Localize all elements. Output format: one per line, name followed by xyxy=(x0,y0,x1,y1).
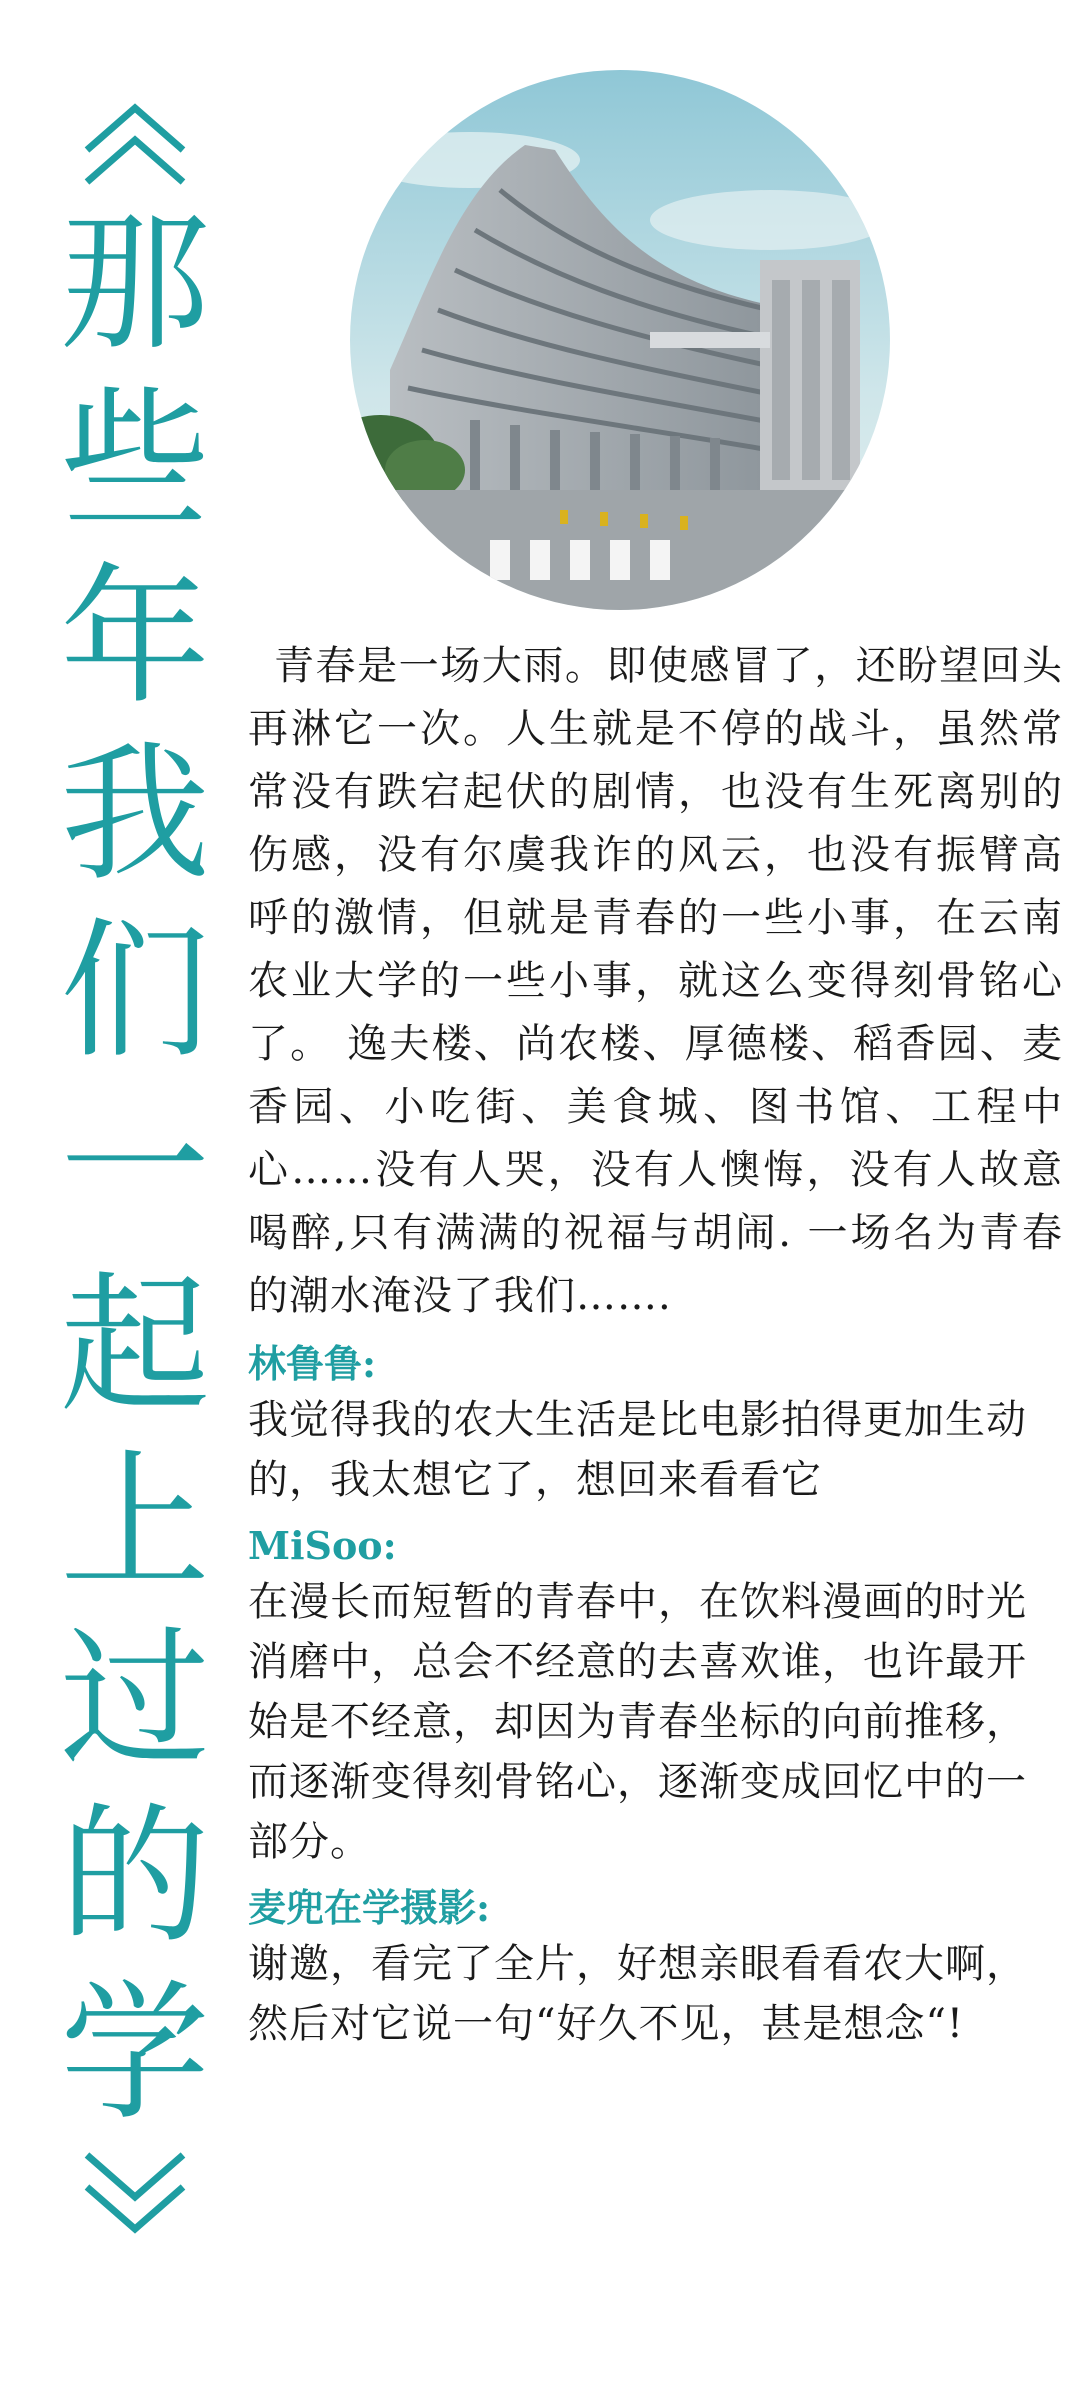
title-char: 我 xyxy=(59,728,210,902)
building-illustration xyxy=(350,70,890,610)
double-chevron-down-icon xyxy=(75,2147,195,2237)
comment-author: 麦兜在学摄影: xyxy=(248,1885,491,1930)
comment-author: 林鲁鲁: xyxy=(248,1341,377,1386)
title-char: 起 xyxy=(59,1259,210,1433)
title-char: 年 xyxy=(59,551,210,725)
comment-item xyxy=(248,1338,1063,1510)
vertical-title xyxy=(50,100,220,2360)
comment-item xyxy=(248,1882,1063,2054)
title-char: 学 xyxy=(59,1967,210,2141)
comment-text: 谢邀，看完了全片，好想亲眼看看农大啊，然后对它说一句“好久不见，甚是想念“! xyxy=(248,1941,1027,2047)
title-char: 一 xyxy=(59,1082,210,1256)
comment-author: MiSoo: xyxy=(248,1523,397,1568)
intro-paragraph: 青春是一场大雨。即使感冒了，还盼望回头再淋它一次。人生就是不停的战斗，虽然常常没有跌宕起伏的剧情，也没有生死离别的伤感，没有尔虞我诈的风云，也没有振臂高呼的激情，但就是青春的一些小事，在云南农业大学的一些小事，就这么变得刻骨铭心了。 逸夫楼、尚农楼、厚德楼、稻香园、麦香园、小吃街、美食城、图书馆、工程中心……没有人哭，没有人懊悔，没有人故意喝醉,只有满满的祝福与胡闹. 一场名为青春的潮水淹没了我们……. xyxy=(248,643,1063,1319)
comment-text: 在漫长而短暂的青春中，在饮料漫画的时光消磨中，总会不经意的去喜欢谁，也许最开始是不经意，却因为青春坐标的向前推移，而逐渐变得刻骨铭心，逐渐变成回忆中的一部分。 xyxy=(248,1579,1027,1865)
title-char: 那 xyxy=(59,197,210,371)
title-char: 上 xyxy=(59,1436,210,1610)
article-content xyxy=(248,635,1063,2054)
title-char: 的 xyxy=(59,1790,210,1964)
campus-building-photo xyxy=(350,70,890,610)
title-char: 过 xyxy=(59,1613,210,1787)
comment-text: 我觉得我的农大生活是比电影拍得更加生动的，我太想它了，想回来看看它 xyxy=(248,1397,1027,1503)
title-char: 们 xyxy=(59,905,210,1079)
double-chevron-up-icon xyxy=(75,100,195,190)
title-char: 些 xyxy=(59,374,210,548)
comment-item xyxy=(248,1520,1063,1872)
